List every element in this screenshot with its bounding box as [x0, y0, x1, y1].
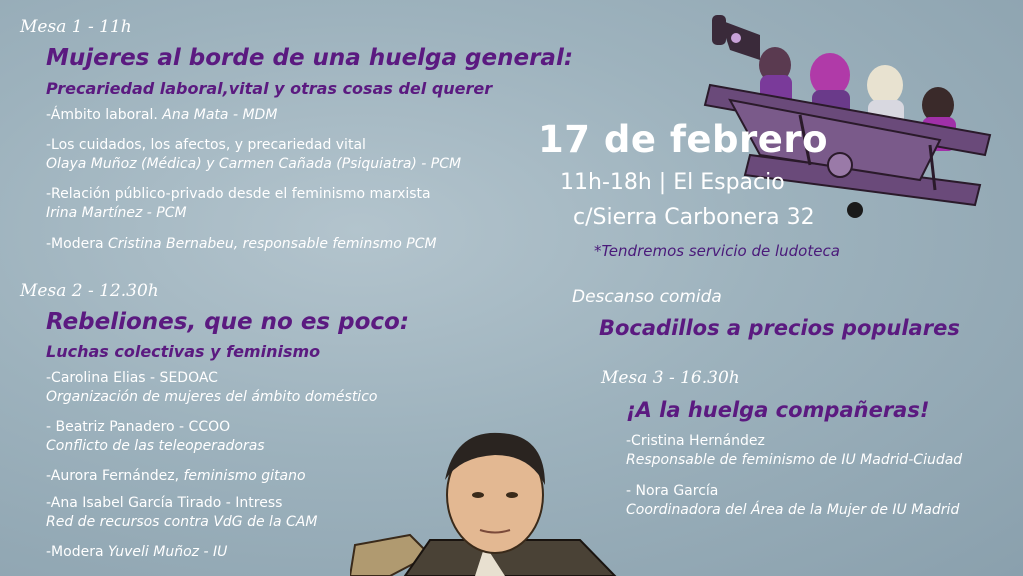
- speaker-name: Ana Mata - MDM: [162, 107, 278, 123]
- ludoteca-note: *Tendremos servicio de ludoteca: [594, 242, 840, 260]
- mesa2-subtitle: Luchas colectivas y feminismo: [46, 342, 321, 361]
- speaker-org: Red de recursos contra VdG de la CAM: [46, 514, 318, 530]
- event-time-place: 11h-18h | El Espacio: [560, 170, 785, 195]
- mesa1-label: Mesa 1 - 11h: [20, 17, 132, 37]
- mesa1-title: Mujeres al borde de una huelga general:: [46, 45, 574, 71]
- speaker-topic: -Relación público-privado desde el feminismo marxista: [46, 186, 431, 202]
- speaker-role: Coordinadora del Área de la Mujer de IU Madrid: [626, 502, 960, 518]
- speaker-topic: feminismo gitano: [183, 468, 306, 484]
- speaker-topic: -Modera: [46, 236, 108, 252]
- speaker-name: -Aurora Fernández,: [46, 468, 184, 484]
- mesa2-item: [46, 370, 377, 405]
- speaker-name: Olaya Muñoz (Médica) y Carmen Cañada (Psiquiatra) - PCM: [46, 156, 462, 172]
- mesa3-item: [626, 433, 962, 468]
- megaphone-icon: [712, 15, 760, 60]
- mesa2-title: Rebeliones, que no es poco:: [46, 309, 410, 335]
- speaker-topic: -Los cuidados, los afectos, y precariedad vital: [46, 137, 366, 153]
- mesa3-item: [626, 483, 959, 518]
- speaker-name: Yuveli Muñoz - IU: [107, 544, 228, 560]
- man-in-suit-illustration: [350, 425, 620, 576]
- speaker-name: - Beatriz Panadero - CCOO: [46, 419, 231, 435]
- lunch-title: Bocadillos a precios populares: [599, 316, 960, 340]
- mesa2-item: [46, 495, 317, 530]
- mesa3-label: Mesa 3 - 16.30h: [601, 368, 740, 388]
- event-address: c/Sierra Carbonera 32: [573, 205, 815, 230]
- event-date: 17 de febrero: [538, 118, 829, 161]
- speaker-org: Conflicto de las teleoperadoras: [46, 438, 265, 454]
- mesa2-label: Mesa 2 - 12.30h: [20, 281, 159, 301]
- mesa1-item: [46, 186, 431, 221]
- speaker-name: - Nora García: [626, 483, 719, 499]
- lunch-label: Descanso comida: [572, 287, 722, 307]
- speaker-role: Responsable de feminismo de IU Madrid-Ciudad: [626, 452, 963, 468]
- speaker-name: -Cristina Hernández: [626, 433, 765, 449]
- speaker-topic: -Ámbito laboral.: [46, 107, 163, 123]
- mesa2-item: [46, 544, 227, 560]
- mesa2-item: [46, 468, 306, 484]
- speaker-topic: -Modera: [46, 544, 108, 560]
- mesa1-subtitle: Precariedad laboral,vital y otras cosas del querer: [46, 79, 493, 98]
- mesa1-item: [46, 137, 461, 172]
- mesa1-item: [46, 107, 277, 123]
- speaker-name: -Ana Isabel García Tirado - Intress: [46, 495, 283, 511]
- speaker-name: Irina Martínez - PCM: [46, 205, 187, 221]
- mesa1-item: [46, 236, 437, 252]
- mesa2-item: [46, 419, 265, 454]
- mesa3-title: ¡A la huelga compañeras!: [626, 398, 930, 422]
- speaker-name: Cristina Bernabeu, responsable feminsmo PCM: [107, 236, 437, 252]
- speaker-org: Organización de mujeres del ámbito doméstico: [46, 389, 378, 405]
- speaker-name: -Carolina Elias - SEDOAC: [46, 370, 218, 386]
